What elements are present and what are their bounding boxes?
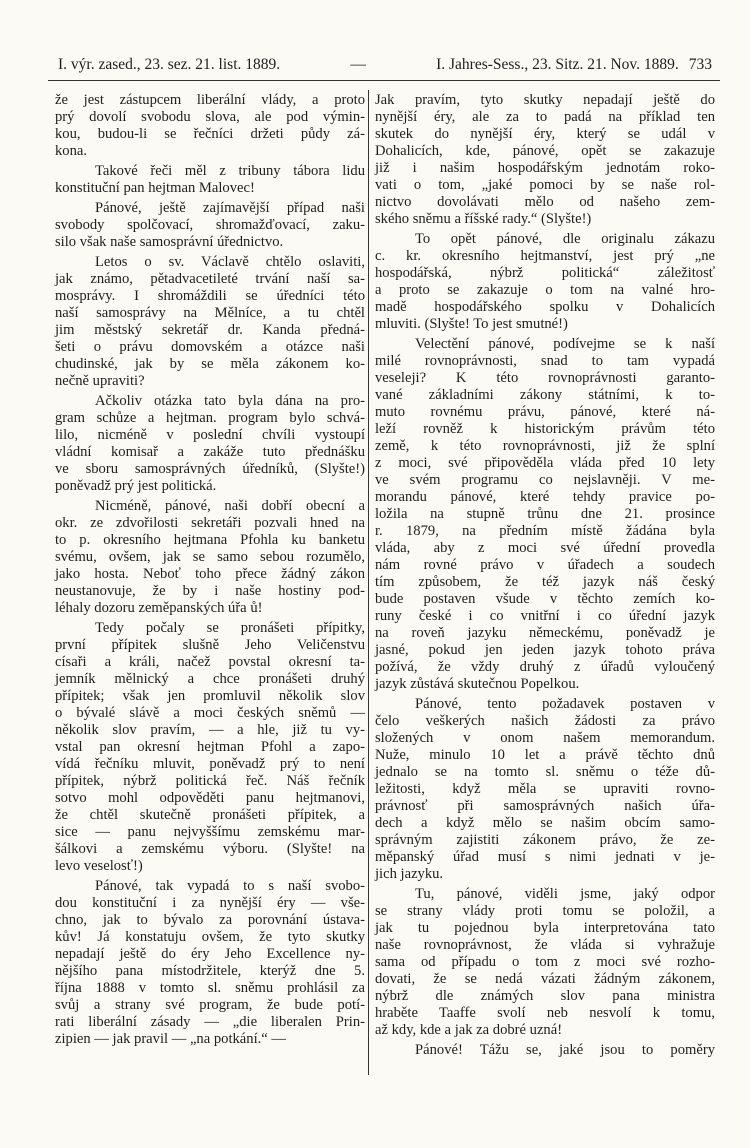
text-line: ve svém programu co nejslavněji. V me- xyxy=(375,472,715,488)
text-line: Pánové, tak vypadá to s naší svobo- xyxy=(95,878,365,894)
text-line: ského sněmu a říšské rady.“ (Slyšte!) xyxy=(375,211,592,227)
text-line: hraběte Taaffe svolí neb nesvolí k tomu, xyxy=(375,1005,715,1021)
text-line: složených v onom našem memorandum. xyxy=(375,730,715,746)
right-column xyxy=(375,92,715,1062)
text-line: c. kr. okresního hejtmanství, jest prý „ne xyxy=(375,248,715,264)
text-line: kona. xyxy=(55,143,88,159)
text-line: léhaly dozoru zeměpanských úřa ů! xyxy=(55,600,263,616)
header-title xyxy=(58,56,689,74)
text-line: dech a když mělo se našim obcím samo- xyxy=(375,815,715,831)
text-line: sice — panu nejvyššímu zemskému mar- xyxy=(55,824,365,840)
text-line: Tedy počaly se pronášeti přípitky, xyxy=(95,620,365,636)
text-line: vstal pan okresní hejtman Pfohl a zapo- xyxy=(55,739,365,755)
text-line: nám rovné právo v úřadech a soudech xyxy=(375,557,715,573)
text-line: nynější éry, ale za to padá na příklad ten xyxy=(375,109,715,125)
text-line: dou konstituční i za nynější éry — vše- xyxy=(55,895,365,911)
running-header xyxy=(58,56,712,76)
header-german-title: I. Jahres-Sess., 23. Sitz. 21. Nov. 1889. xyxy=(436,56,679,73)
text-line: chno, jak to bývalo za porovnání ústava- xyxy=(55,912,365,928)
text-line: hospodářská, nýbrž politická“ záležitosť xyxy=(375,265,715,281)
text-line: svůj a strany své program, že bude potí- xyxy=(55,997,365,1013)
column-divider xyxy=(368,90,369,1075)
text-line: svobody spolčovací, shromažďovací, zaku- xyxy=(55,217,365,233)
paragraph xyxy=(55,498,365,617)
text-line: z moci, své připověděla vláda před 10 lety xyxy=(375,455,715,471)
left-column xyxy=(55,92,365,1051)
paragraph xyxy=(375,231,715,333)
text-line: čelo veškerých našich žádosti za právo xyxy=(375,713,715,729)
text-line: přípitek, nýbrž politická řeč. Náš řečník xyxy=(55,773,365,789)
paragraph xyxy=(375,886,715,1039)
text-line: konstituční pan hejtman Malovec! xyxy=(55,180,255,196)
text-line: tím způsobem, že též jazyk náš český xyxy=(375,574,715,590)
header-rule xyxy=(48,80,720,81)
header-czech-title: I. výr. zased., 23. sez. 21. list. 1889. xyxy=(58,56,281,73)
text-line: jasné, pokud jen jeden jazyk tohoto práva xyxy=(375,642,715,658)
text-line: Dohalicích, kde, pánové, opět se zakazuje xyxy=(375,143,715,159)
text-line: Pánové, tento požadavek postaven v xyxy=(415,696,715,712)
text-line: lilo, nicméně v poslední chvíli vystoupí xyxy=(55,427,365,443)
paragraph xyxy=(55,92,365,160)
paragraph xyxy=(375,336,715,693)
text-line: o bývalé slávě a moci českých sněmů — xyxy=(55,705,365,721)
text-line: přípitek; však jen promluvil několik slov xyxy=(55,688,365,704)
text-line: r. 1879, na předním místě žádána byla xyxy=(375,523,715,539)
text-line: vládní komisař a zakáže tuto přednášku xyxy=(55,444,365,460)
text-line: správným zajistiti zákonem právo, že ze- xyxy=(375,832,715,848)
text-line: mosprávy. I shromáždili se úředníci této xyxy=(55,288,365,304)
text-line: Pánové! Tážu se, jaké jsou to poměry xyxy=(415,1042,715,1058)
text-line: To opět pánové, dle originalu zákazu xyxy=(415,231,715,247)
text-line: svému, ovšem, jak se samo sebou rozumělo, xyxy=(55,549,365,565)
text-line: vati o tom, „jaké pomoci by se naše rol- xyxy=(375,177,715,193)
text-line: kou, budou-li se řečníci držeti půdy zá- xyxy=(55,126,365,142)
text-line: Takové řeči měl z tribuny tábora lidu xyxy=(95,163,365,179)
text-line: se strany vlády proti tomu se položil, a xyxy=(375,903,715,919)
text-line: země, k této rovnoprávnosti, již že splní xyxy=(375,438,715,454)
text-line: ložila na stupně trůnu dne 21. prosince xyxy=(375,506,715,522)
header-dash: — xyxy=(350,56,366,73)
text-line: že chtěl skutečně pronášeti přípitek, a xyxy=(55,807,365,823)
text-line: levo veselosť!) xyxy=(55,858,143,874)
text-line: ve sboru samosprávných úředníků, (Slyšte!) xyxy=(55,461,365,477)
text-line: prý dovolí svobodu slova, ale pod výmin- xyxy=(55,109,365,125)
text-line: šálkovi a zemskému výboru. (Slyšte! na xyxy=(55,841,365,857)
text-line: to p. okresního hejtmana Pfohla ku banketu xyxy=(55,532,365,548)
text-line: císaři a králi, načež povstal okresní ta- xyxy=(55,654,365,670)
text-line: Tu, pánové, viděli jsme, jaký odpor xyxy=(415,886,715,902)
text-line: již i našim hospodářským jednotám roko- xyxy=(375,160,715,176)
paragraph xyxy=(55,200,365,251)
text-line: vláda, aby z moci své úřední provedla xyxy=(375,540,715,556)
text-line: sotvo mohl odpověděti panu hejtmanovi, xyxy=(55,790,365,806)
text-line: první přípitek slušně Jeho Veličenstvu xyxy=(55,637,365,653)
paragraph xyxy=(55,393,365,495)
text-line: milé rovnoprávnosti, snad to tam vypadá xyxy=(375,353,715,369)
text-line: vané základními zákony státními, k to- xyxy=(375,387,715,403)
text-line: morandu pánové, které tehdy pravice po- xyxy=(375,489,715,505)
text-line: října 1888 v tomto sl. sněmu prohlásil za xyxy=(55,980,365,996)
page-number: 733 xyxy=(688,56,712,73)
text-line: jednalo se na tomto sl. sněmu o téže dů- xyxy=(375,764,715,780)
text-line: nictvo dovolávati mělo od našeho zem- xyxy=(375,194,715,210)
text-line: až kdy, kde a jak za dobré uzná! xyxy=(375,1022,563,1038)
text-line: Pánové, ještě zajímavější případ naši xyxy=(95,200,365,216)
text-line: požívá, že vždy druhý z úřadů vyloučený xyxy=(375,659,715,675)
text-line: nýbrž dle známých slov pana ministra xyxy=(375,988,715,1004)
text-line: několik slov pravím, — a hle, již tu vy- xyxy=(55,722,365,738)
text-line: jazyk zůstává skutečnou Popelkou. xyxy=(375,676,580,692)
text-line: naše rovnoprávnost, že vláda si vyhražuje xyxy=(375,937,715,953)
text-line: jemník mělnický a chce pronášeti druhý xyxy=(55,671,365,687)
paragraph xyxy=(55,254,365,390)
text-line: mluviti. (Slyšte! To jest smutné!) xyxy=(375,316,568,332)
text-line: že jest zástupcem liberální vlády, a proto xyxy=(55,92,365,108)
text-line: ležitosti, když měla se upraviti rovno- xyxy=(375,781,715,797)
text-line: Ačkoliv otázka tato byla dána na pro- xyxy=(95,393,365,409)
text-line: a proto se zakazuje o tom na valné hro- xyxy=(375,282,715,298)
paragraph xyxy=(375,92,715,228)
text-line: vídá řečníku mluvit, poněvadž prý to není xyxy=(55,756,365,772)
text-line: právnosť při samosprávných našich úřa- xyxy=(375,798,715,814)
text-line: rati liberální zásady — „die liberalen Prin- xyxy=(55,1014,365,1030)
text-line: dovati, že se nedá vázati žádným zákonem, xyxy=(375,971,715,987)
text-line: jak tu pojednou byla interpretována tato xyxy=(375,920,715,936)
text-line: jim městský sekretář dr. Kanda předná- xyxy=(55,322,365,338)
text-line: neustanovuje, že by i naše hostiny pod- xyxy=(55,583,365,599)
text-line: Nicméně, pánové, naši dobří obecní a xyxy=(95,498,365,514)
text-line: nějšího pana místodržitele, kterýž dne 5. xyxy=(55,963,365,979)
paragraph xyxy=(55,878,365,1048)
text-line: na roveň jazyku německému, poněvadž je xyxy=(375,625,715,641)
text-line: kův! Já konstatuju ovšem, že tyto skutky xyxy=(55,929,365,945)
text-line: zipien — jak pravil — „na potkání.“ — xyxy=(55,1031,286,1047)
text-line: bude postaven všude v těchto zemích ko- xyxy=(375,591,715,607)
text-line: jak známo, pětadvacetileté trvání naší sa- xyxy=(55,271,365,287)
text-line: nepadají ještě do éry Jeho Excellence ny- xyxy=(55,946,365,962)
text-line: okr. ze zdvořilosti sekretáři pozvali hned na xyxy=(55,515,365,531)
text-line: silo však naše samosprávní úřednictvo. xyxy=(55,234,284,250)
text-line: madě hospodářského spolku v Dohalicích xyxy=(375,299,715,315)
text-line: šeti o právu domovském a otázce naši xyxy=(55,339,365,355)
text-line: chudinské, jak by se měla zákonem ko- xyxy=(55,356,365,372)
paragraph xyxy=(375,1042,715,1059)
paragraph xyxy=(55,620,365,875)
text-line: skutek do nynější éry, který se udál v xyxy=(375,126,715,142)
text-line: jako hosta. Neboť toho přece žádný zákon xyxy=(55,566,365,582)
text-line: gram schůze a hejtman. program bylo schvá- xyxy=(55,410,365,426)
text-line: nečně upraviti? xyxy=(55,373,145,389)
text-line: naší samosprávy na Mělníce, a tu chtěl xyxy=(55,305,365,321)
text-line: měpanský úřad musí s nimi jednati v je- xyxy=(375,849,715,865)
text-line: sama od případu o tom z moci své rozho- xyxy=(375,954,715,970)
text-line: Letos o sv. Václavě chtělo oslaviti, xyxy=(95,254,365,270)
text-line: veseleji? K této rovnoprávnosti garanto- xyxy=(375,370,715,386)
text-line: leží rovněž k historickým právům této xyxy=(375,421,715,437)
text-line: Velectění pánové, podívejme se k naší xyxy=(415,336,715,352)
text-line: poněvadž prý jest politická. xyxy=(55,478,217,494)
text-line: Jak pravím, tyto skutky nepadají ještě do xyxy=(375,92,715,108)
text-line: Nuže, minulo 10 let a právě těchto dnů xyxy=(375,747,715,763)
paragraph xyxy=(375,696,715,883)
text-line: runy české i co vnitřní i co úřední jazyk xyxy=(375,608,715,624)
text-line: jich jazyku. xyxy=(375,866,444,882)
paragraph xyxy=(55,163,365,197)
text-line: muto rovnému právu, pánové, které ná- xyxy=(375,404,715,420)
